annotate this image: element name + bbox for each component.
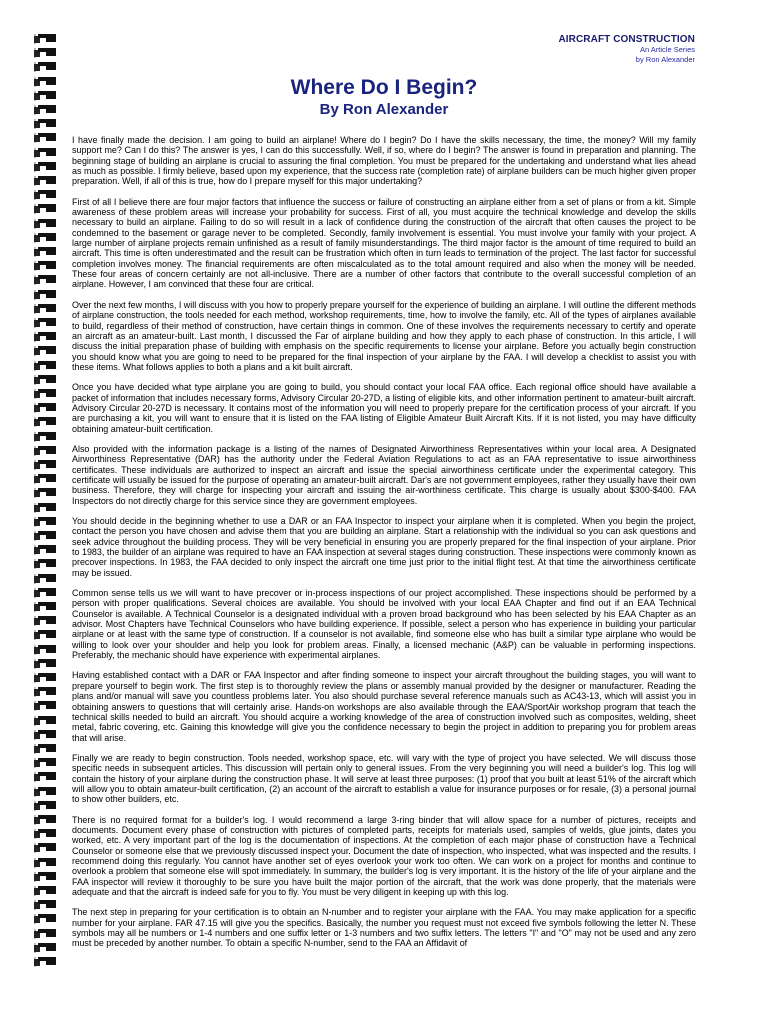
article-heading [72,76,696,120]
article-body [72,135,696,959]
series-header [558,34,695,65]
binding-ring [34,630,58,640]
paragraph-8: Having established contact with a DAR or FAA Inspector and after finding someone to inspect your aircraft throughout the building stages, you will want to prepare yourself to begin work. The first step is to thoroughly review the plans or assembly manual provided by the designer or manufacturer. Reading the plans and/or manual will save you countless problems later. You also should purchase several reference manuals such as AC43-13, which will assist you in obtaining answers to questions that will certainly arise. Hands-on workshops are also available through the EAA/SportAir workshop program that teach the technical skills needed to build an aircraft. You should acquire a working knowledge of the area of construction involved such as composites, welding, sheet metal, fabric covering, etc. Gaining this knowledge will give you the confidence necessary to begin the project in addition to preparing you for problem areas that will arise. [72,670,696,743]
binding-ring [34,914,58,924]
paragraph-10: There is no required format for a builder's log. I would recommend a large 3-ring binder that will allow space for a number of pictures, receipts and documents. Document every phase of construction with pictures of completed parts, receipts for materials used, samples of welds, glue joints, dates you worked, etc. A very important part of the log is the documentation of inspections. At the completion of each major phase of construction have a Technical Counselor or someone else that we previously discussed inspect your. Document the date of inspection, who inspected, what was inspected and the results. I recommend doing this regularly. You cannot have another set of eyes overlook your work too often. We can work on a project for months and continue to overlook a problem that someone else will spot immediately. In summary, the builder's log is very important. It is the history of the life of your airplane and the FAA inspector will review it thoroughly to be sure you have built the major portion of the aircraft, that the work was done properly, that the materials were adequate and that the aircraft is indeed safe for you to fly. You must be very diligent in keeping up with this log. [72,814,696,897]
paragraph-7: Common sense tells us we will want to have precover or in-process inspections of our project accomplished. These inspections should be performed by a person with proper qualifications. Several choices are available. You should be involved with your local EAA Chapter and find out if an EAA Technical Counselor is available. A Technical Counselor is a designated individual with a proven broad background who has been selected by his EAA Chapter as an advisor. Most Chapters have Technical Counselors who have building experience. If possible, select a person who has experience in building your particular airplane or at least with the same type of construction. If a counselor is not available, find someone else who has built a similar type airplane who would be willing to look over your shoulder and help you look for problem areas. Finally, a licensed mechanic (A&P) can be valuable in performing inspections. Preferably, the mechanic should have experience with experimental airplanes. [72,588,696,661]
paragraph-5: Also provided with the information package is a listing of the names of Designated Airworthiness Representatives within your local area. A Designated Airworthiness Representative (DAR) has the authority under the Federal Aviation Regulations to act as an FAA representative to issue airworthiness certificates. These individuals are authorized to inspect an aircraft and issue the special airworthiness certificate under the experimental category. This certificate will usually be issued for the purpose of operating an amateur-built aircraft. Dar's are not government employees, rather they usually have their own business. Therefore, they will charge for inspecting your aircraft and issuing the air-worthiness certificate. This charge is usually about $300-$400. FAA Inspectors do not directly charge for this service since they are government employees. [72,443,696,506]
binding-ring [34,602,58,612]
binding-ring [34,148,58,158]
binding-ring [34,787,58,797]
binding-ring [34,829,58,839]
binding-ring [34,574,58,584]
article-byline: By Ron Alexander [319,101,449,118]
binding-ring [34,645,58,655]
series-title: AIRCRAFT CONSTRUCTION [558,34,695,45]
binding-ring [34,332,58,342]
binding-ring [34,716,58,726]
paragraph-9: Finally we are ready to begin construction. Tools needed, workshop space, etc. will vary with the type of project you have selected. We will discuss those specific needs in subsequent articles. This discussion will pertain only to general issues. From the very beginning you will need a builder's log. This log will contain the history of your airplane during the construction phase. It will serve at least three purposes: (1) proof that you built at least 51% of the aircraft which will allow you to obtain amateur-built certification, (2) an account of the aircraft to establish a value for insurance purposes or for resale, (3) a personal journal to show other builders, etc. [72,752,696,805]
binding-ring [34,758,58,768]
binding-ring [34,219,58,229]
binding-ring [34,843,58,853]
paragraph-4: Once you have decided what type airplane you are going to build, you should contact your local FAA office. Each regional office should have available a packet of information that includes necessary forms, Advisory Circular 20-27D, a listing of eligible kits, and other information pertinent to amateur-built aircraft. Advisory Circular 20-27D is necessary. It contains most of the information you will need to properly prepare for the certification process of your aircraft. If you are purchasing a kit, you will want to ensure that it is listed on the FAA listing of Eligible Amateur Built Aircraft Kits. If it is not listed, you may have difficulty obtaining amateur-built certification. [72,382,696,434]
binding-ring [34,261,58,271]
binding-ring [34,105,58,115]
binding-ring [34,190,58,200]
binding-ring [34,659,58,669]
binding-ring [34,233,58,243]
binding-ring [34,389,58,399]
binding-ring [34,375,58,385]
binding-ring [34,290,58,300]
binding-ring [34,815,58,825]
binding-ring [34,275,58,285]
binding-ring [34,616,58,626]
binding-ring [34,744,58,754]
binding-ring [34,318,58,328]
binding-ring [34,432,58,442]
binding-ring [34,247,58,257]
binding-ring [34,91,58,101]
binding-ring [34,361,58,371]
binding-ring [34,62,58,72]
binding-ring [34,474,58,484]
binding-ring [34,460,58,470]
binding-ring [34,588,58,598]
binding-ring [34,517,58,527]
paragraph-2: First of all I believe there are four major factors that influence the success or failure of constructing an airplane either from a set of plans or from a kit. Simple awareness of these problem areas will increase your probability for success. First of all, you must acquire the technical knowledge and develop the skills necessary to build an airplane. Failing to do so will result in a lack of confidence during the construction of the aircraft that often causes the project to be condemned to the basement or garage never to be completed. Secondly, family involvement is essential. You must involve your family with your project. A large number of airplane projects remain unfinished as a result of family misunderstandings. The third major factor is the amount of time required to build an aircraft. This time is often underestimated and the result can be frustration which often in turn leads to termination of the project. The last factor for successful completion involves money. The financial requirements are often miscalculated as to the total amount required and also when the money will be needed. These four areas of concern certainly are not all-inclusive. There are a number of other factors that contribute to the overall successful completion of an airplane. However, I am convinced that these four are critical. [72,196,696,290]
series-subtitle: An Article Series [639,45,695,54]
binding-ring [34,304,58,314]
binding-ring [34,929,58,939]
binding-ring [34,545,58,555]
binding-ring [34,446,58,456]
binding-ring [34,176,58,186]
binding-ring [34,204,58,214]
binding-ring [34,34,58,44]
binding-ring [34,503,58,513]
binding-ring [34,872,58,882]
binding-ring [34,403,58,413]
binding-ring [34,531,58,541]
binding-ring [34,559,58,569]
spiral-binding [34,34,58,989]
binding-ring [34,673,58,683]
binding-ring [34,801,58,811]
series-author: by Ron Alexander [635,55,695,64]
article-title: Where Do I Begin? [290,76,478,99]
binding-ring [34,162,58,172]
paragraph-1: I have finally made the decision. I am going to build an airplane! Where do I begin? Do I have the skills necessary, the time, the money? Will my family support me? Can I do this? The answer is yes, I can do this successfully. Well, if so, where do I begin? The answer is found in preparation and planning. The beginning stage of building an airplane is crucial to assuring the final completion. You must be prepared for the undertaking and understand what lies ahead as much as possible. I firmly believe, based upon my experience, that the success rate (completion rate) of airplane builders can be much higher given proper preparation. Well, if all of this is true, how do I prepare myself for this major undertaking? [72,135,696,187]
paragraph-3: Over the next few months, I will discuss with you how to properly prepare yourself for the experience of building an airplane. I will outline the different methods of airplane construction, the tools needed for each method, workshop requirements, time, how to involve the family, etc. All of the types of airplanes available to build, regardless of their method of construction, have certain things in common. One of these involves the requirements necessary to certify and operate an aircraft as an amateur-built. Last month, I discussed the Far of airplane building and how they apply to each phase of construction. In this article, I will discuss the initial preparation phase of building with emphasis on the specific requirements to license your airplane. Before you actually begin construction you should know what you are going to need to be prepared for the final inspection of your airplane by the FAA. I will develop a checklist to assist you with these items. What follows applies to both a plans and a kit built aircraft. [72,299,696,372]
binding-ring [34,957,58,967]
binding-ring [34,730,58,740]
binding-ring [34,119,58,129]
binding-ring [34,133,58,143]
binding-ring [34,687,58,697]
binding-ring [34,900,58,910]
paragraph-6: You should decide in the beginning whether to use a DAR or an FAA Inspector to inspect your airplane when it is completed. When you begin the project, contact the person you have chosen and advise them that you are building an airplane. Start a relationship with the individual so you can ask questions and seek advice throughout the building process. They will be very beneficial in ensuring you are properly prepared for the final inspection of your airplane. Prior to 1983, the builder of an airplane was required to have an FAA inspection at several stages during construction. These inspections were commonly known as precover inspections. In 1983, the FAA decided to only inspect the aircraft one time just prior to the initial flight test. At that time the airworthiness certificate may be issued. [72,516,696,578]
binding-ring [34,858,58,868]
binding-ring [34,701,58,711]
binding-ring [34,48,58,58]
binding-ring [34,77,58,87]
binding-ring [34,886,58,896]
paragraph-11: The next step in preparing for your certification is to obtain an N-number and to register your airplane with the FAA. You may make application for a specific number for your airplane. FAR 47.15 will give you the specifics. Basically, the number you request must not exceed five symbols following the letter N. These symbols may all be numbers or 1-4 numbers and one suffix letter or 1-3 numbers and two suffix letters. The letters "I" and "O" may not be used and any zero must be preceded by another number. To obtain a specific N-number, send to the FAA an Affidavit of [72,907,696,949]
binding-ring [34,488,58,498]
binding-ring [34,417,58,427]
binding-ring [34,346,58,356]
binding-ring [34,772,58,782]
binding-ring [34,943,58,953]
